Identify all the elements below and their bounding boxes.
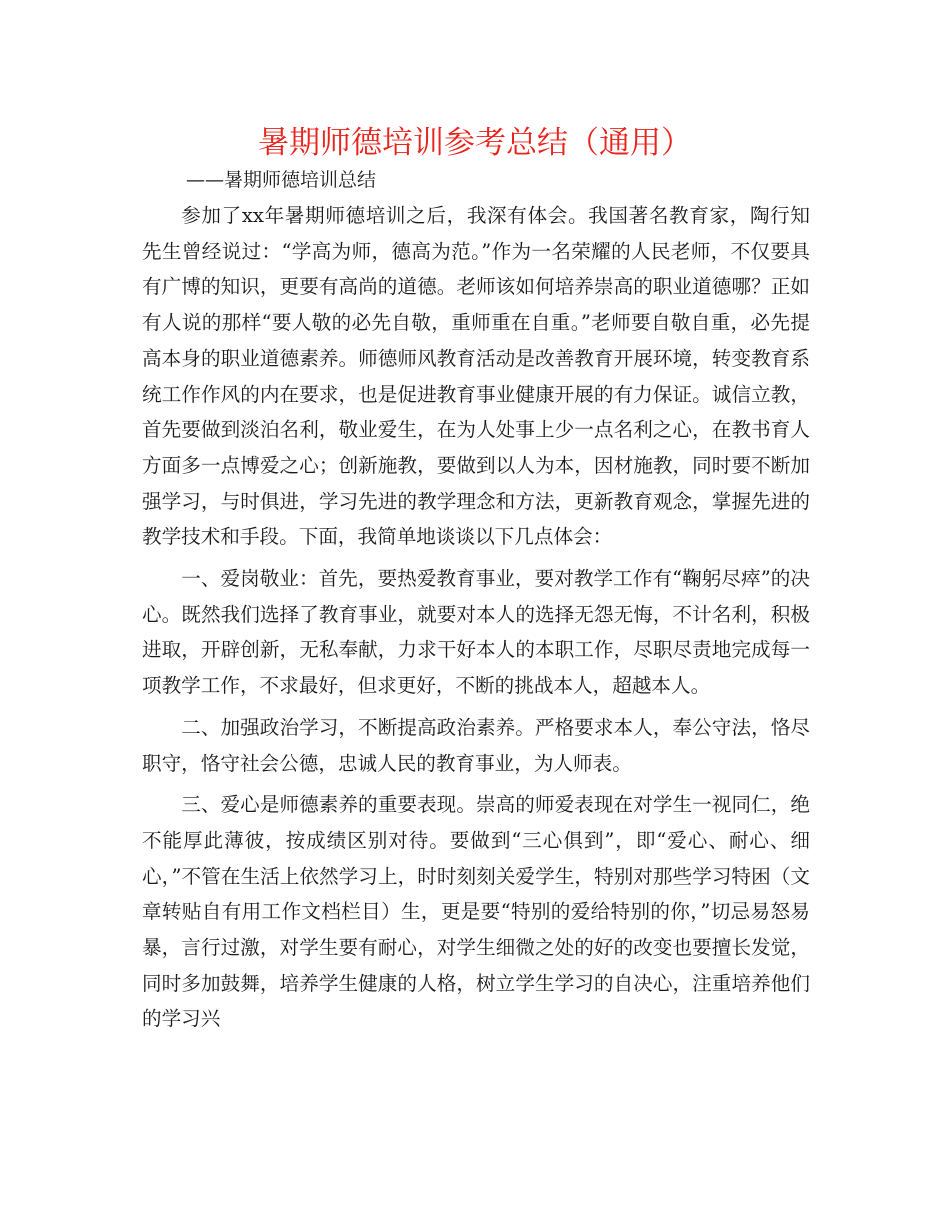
document-body [142,198,810,1037]
document-subtitle: ——暑期师德培训总结 [186,169,377,191]
paragraph-point-2: 二、加强政治学习，不断提高政治素养。严格要求本人，奉公守法，恪尽职守，恪守社会公德，忠诚人民的教育事业，为人师表。 [142,715,810,775]
paragraph-intro: 参加了xx年暑期师德培训之后，我深有体会。我国著名教育家，陶行知先生曾经说过：“学高为师，德高为范。”作为一名荣耀的人民老师，不仅要具有广博的知识，更要有高尚的道德。老师该如何培养崇高的职业道德哪？正如有人说的那样“要人敬的必先自敬，重师重在自重。”老师要自敬自重，必先提高本身的职业道德素养。师德师风教育活动是改善教育开展环境，转变教育系统工作作风的内在要求，也是促进教育事业健康开展的有力保证。诚信立教，首先要做到淡泊名利，敬业爱生，在为人处事上少一点名利之心，在教书育人方面多一点博爱之心；创新施教，要做到以人为本，因材施教，同时要不断加强学习，与时俱进，学习先进的教学理念和方法，更新教育观念，掌握先进的教学技术和手段。下面，我简单地谈谈以下几点体会： [142,204,810,549]
paragraph-point-3: 三、爱心是师德素养的重要表现。崇高的师爱表现在对学生一视同仁，绝不能厚此薄彼，按成绩区别对待。要做到“三心俱到”，即“爱心、耐心、细心，”不管在生活上依然学习上，时时刻刻关爱学生，特别对那些学习特困（文章转贴自有用工作文档栏目）生，更是要“特别的爱给特别的你，”切忌易怒易暴，言行过激，对学生要有耐心，对学生细微之处的好的改变也要擅长发觉，同时多加鼓舞，培养学生健康的人格，树立学生学习的自决心，注重培养他们的学习兴 [142,793,810,1031]
document-title: 暑期师德培训参考总结（通用） [258,125,692,161]
paragraph-point-1: 一、爱岗敬业：首先，要热爱教育事业，要对教学工作有“鞠躬尽瘁”的决心。既然我们选择了教育事业，就要对本人的选择无怨无悔，不计名利，积极进取，开辟创新，无私奉献，力求干好本人的本职工作，尽职尽责地完成每一项教学工作，不求最好，但求更好，不断的挑战本人，超越本人。 [142,567,810,698]
